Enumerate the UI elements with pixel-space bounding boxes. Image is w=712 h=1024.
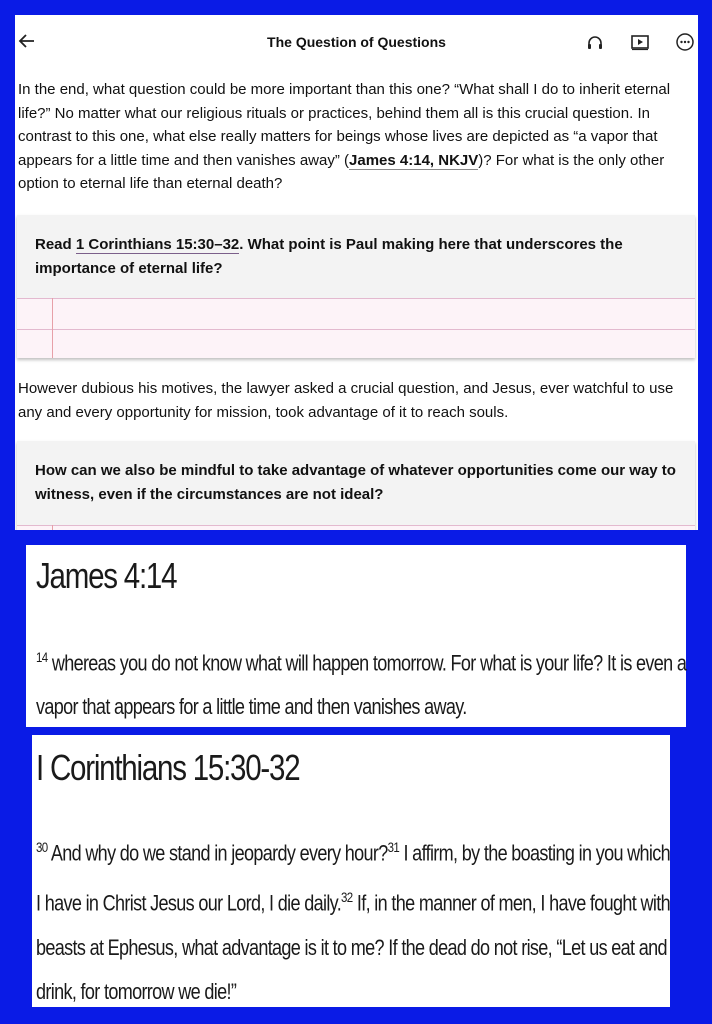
verse-number: 30 <box>36 839 48 855</box>
question-card-2 <box>17 441 695 530</box>
question-1-text <box>17 215 695 281</box>
scripture-heading: James 4:14 <box>36 555 177 596</box>
question-2-text: How can we also be mindful to take advantage of whatever opportunities come our way to witness, even if the circumstances are not ideal? <box>35 462 676 503</box>
more-icon[interactable] <box>675 32 695 52</box>
intro-text: In the end, what question could be more important than this one? “What shall I do to inherit eternal life?” No matter what our religious rituals or practices, behind them all is this crucial question. In contrast to this one, what else really matters for beings whose lives are depicted as “a vapor that appears for a little time and then vanishes away” ( <box>18 81 671 169</box>
scripture-link-james[interactable]: James 4:14, NKJV <box>349 151 479 169</box>
scripture-verse <box>36 825 674 1014</box>
scripture-card-james <box>26 545 686 727</box>
scripture-link-corinthians[interactable]: 1 Corinthians 15:30–32 <box>75 236 240 253</box>
verse-text: If, in the manner of men, I have fought with beasts at Ephesus, what advantage is it to me? If the dead do not rise, “Let us eat and drink, for tomorrow we die!” <box>36 890 670 1004</box>
question-1-prefix: Read <box>35 236 76 253</box>
answer-field-1[interactable] <box>17 298 695 358</box>
question-1-body: . What point is Paul making here that underscores the importance of eternal life? <box>35 236 623 277</box>
paragraph-2: However dubious his motives, the lawyer asked a crucial question, and Jesus, ever watchful to use any and every opportunity for mission, took advantage of it to reach souls. <box>18 380 674 421</box>
answer-field-2[interactable] <box>17 525 695 530</box>
verse-number: 31 <box>387 839 400 855</box>
page-title: The Question of Questions <box>267 34 446 50</box>
question-card-1 <box>17 215 695 358</box>
intro-text-end: )? For what is the only other option to eternal life than eternal death? <box>18 151 665 192</box>
scripture-heading: I Corinthians 15:30-32 <box>36 747 300 788</box>
verse-text: I affirm, by the boasting in you which I have in Christ Jesus our Lord, I die daily. <box>36 840 671 916</box>
headphones-icon[interactable] <box>585 32 605 52</box>
scripture-verse <box>36 635 696 729</box>
scripture-card-corinthians <box>32 735 670 1007</box>
play-video-icon[interactable] <box>630 32 650 52</box>
verse-number: 14 <box>36 649 48 665</box>
verse-text: And why do we stand in jeopardy every hour? <box>47 840 388 866</box>
top-bar <box>15 15 698 67</box>
lesson-panel <box>15 15 698 530</box>
intro-paragraph <box>15 78 698 196</box>
verse-text: whereas you do not know what will happen tomorrow. For what is your life? It is even a vapor that appears for a little time and then vanishes away. <box>36 650 687 720</box>
verse-number: 32 <box>341 889 353 906</box>
